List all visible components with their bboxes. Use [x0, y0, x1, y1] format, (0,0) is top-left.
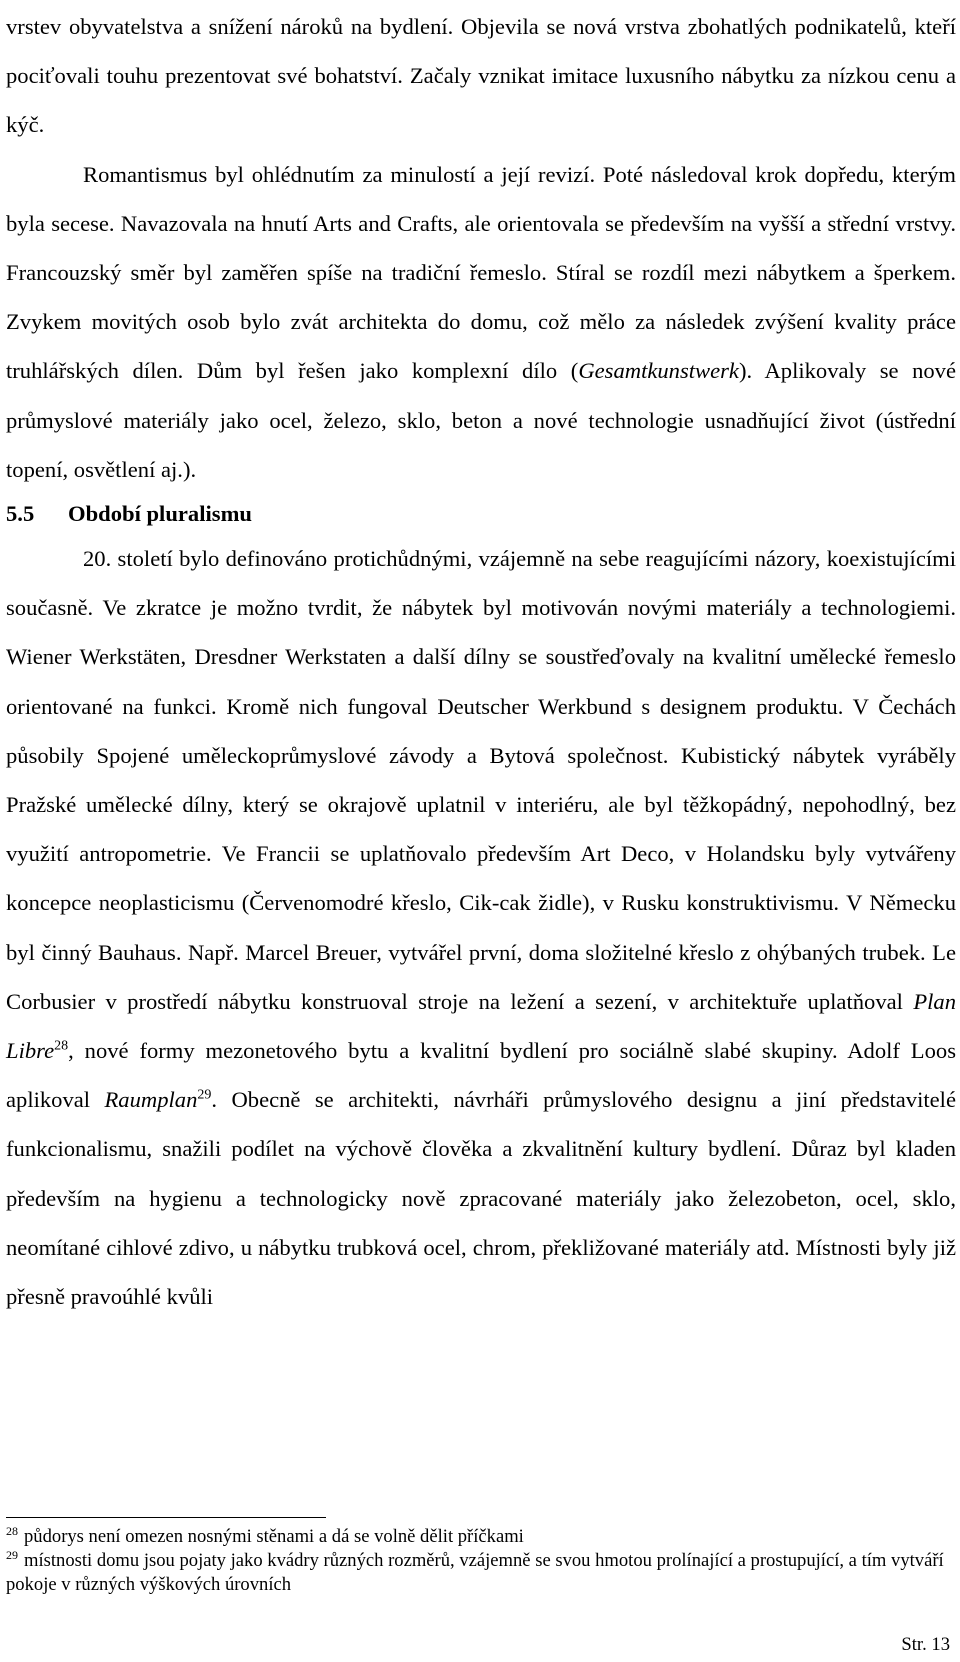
footnote-mark: 29 — [6, 1547, 18, 1562]
paragraph-romanticism-end: ). Aplikovaly se nové průmyslové materiály jako ocel, železo, sklo, beton a nové technologie usnadňující život (ústřední topení, osvětlení aj.). — [6, 358, 957, 482]
footnote-ref-29[interactable]: 29 — [197, 1087, 212, 1103]
footnote-ref-28[interactable]: 28 — [54, 1038, 69, 1054]
paragraph-romanticism — [6, 150, 956, 494]
paragraph-intro — [6, 2, 956, 150]
section-title: Období pluralismu — [68, 501, 252, 527]
section-number: 5.5 — [6, 501, 35, 527]
footnote-mark: 28 — [6, 1523, 18, 1538]
paragraph-pluralism — [6, 534, 956, 1321]
footnote-28 — [6, 1525, 956, 1549]
body-text — [6, 2, 956, 1321]
page-number: Str. 13 — [901, 1634, 950, 1655]
paragraph-pluralism-part3: . Obecně se architekti, návrháři průmyslového designu a jiní představitelé funkcionalismu, snažili podílet na výchově člověka a zkvalitnění kultury bydlení. Důraz byl kladen především na hygienu a technologicky nově zpracované materiály jako železobeton, ocel, sklo, neomítané cihlové zdivo, u nábytku trubková ocel, chrom, překližované materiály atd. Místnosti byly již přesně pravoúhlé kvůli — [6, 1087, 956, 1310]
footnotes — [6, 1525, 956, 1597]
footnote-text: půdorys není omezen nosnými stěnami a dá se volně dělit příčkami — [24, 1526, 524, 1547]
paragraph-intro-text: vrstev obyvatelstva a snížení nároků na bydlení. Objevila se nová vrstva zbohatlých podnikatelů, kteří pociťovali touhu prezentovat své bohatství. Začaly vznikat imitace luxusního nábytku za nízkou cenu a kýč. — [6, 14, 956, 138]
footnote-29 — [6, 1549, 956, 1597]
gesamtkunstwerk-term: Gesamtkunstwerk — [578, 358, 739, 384]
section-heading — [6, 494, 956, 534]
plan-libre-term: Plan Libre — [6, 988, 956, 1064]
paragraph-romanticism-text: Romantismus byl ohlédnutím za minulostí a její revizí. Poté následoval krok dopředu, kterým byla secese. Navazovala na hnutí Arts and Crafts, ale orientovala se především na vyšší a střední vrstvy. Francouzský směr byl zaměřen spíše na tradiční řemeslo. Stíral se rozdíl mezi nábytkem a šperkem. Zvykem movitých osob bylo zvát architekta do domu, což mělo za následek zvýšení kvality práce truhlářských dílen. Dům byl řešen jako komplexní dílo ( — [6, 161, 956, 384]
footnote-separator — [6, 1517, 326, 1518]
paragraph-pluralism-part1: 20. století bylo definováno protichůdnými, vzájemně na sebe reagujícími názory, koexistujícími současně. Ve zkratce je možno tvrdit, že nábytek byl motivován novými materiály a technologiemi. Wiener Werkstäten, Dresdner Werkstaten a další dílny se soustřeďovaly na kvalitní umělecké řemeslo orientované na funkci. Kromě nich fungoval Deutscher Werkbund s designem produktu. V Čechách působily Spojené uměleckoprůmyslové závody a Bytová společnost. Kubistický nábytek vyráběly Pražské umělecké dílny, který se okrajově uplatnil v interiéru, ale byl těžkopádný, nepohodlný, bez využití antropometrie. Ve Francii se uplatňovalo především Art Deco, v Holandsku byly vytvářeny koncepce neoplasticismu (Červenomodré křeslo, Cik-cak židle), v Rusku konstruktivismu. V Německu byl činný Bauhaus. Např. Marcel Breuer, vytvářel první, doma složitelné křeslo z ohýbaných trubek. Le Corbusier v prostředí nábytku konstruoval stroje na ležení a sezení, v architektuře uplatňoval — [6, 546, 956, 1014]
raumplan-term: Raumplan — [104, 1087, 198, 1113]
paragraph-pluralism-part2: , nové formy mezonetového bytu a kvalitní bydlení pro sociálně slabé skupiny. Adolf Loos aplikoval — [6, 1038, 956, 1113]
footnote-text: místnosti domu jsou pojaty jako kvádry různých rozměrů, vzájemně se svou hmotou prolínající a prostupující, a tím vytváří pokoje v různých výškových úrovních — [6, 1550, 944, 1595]
